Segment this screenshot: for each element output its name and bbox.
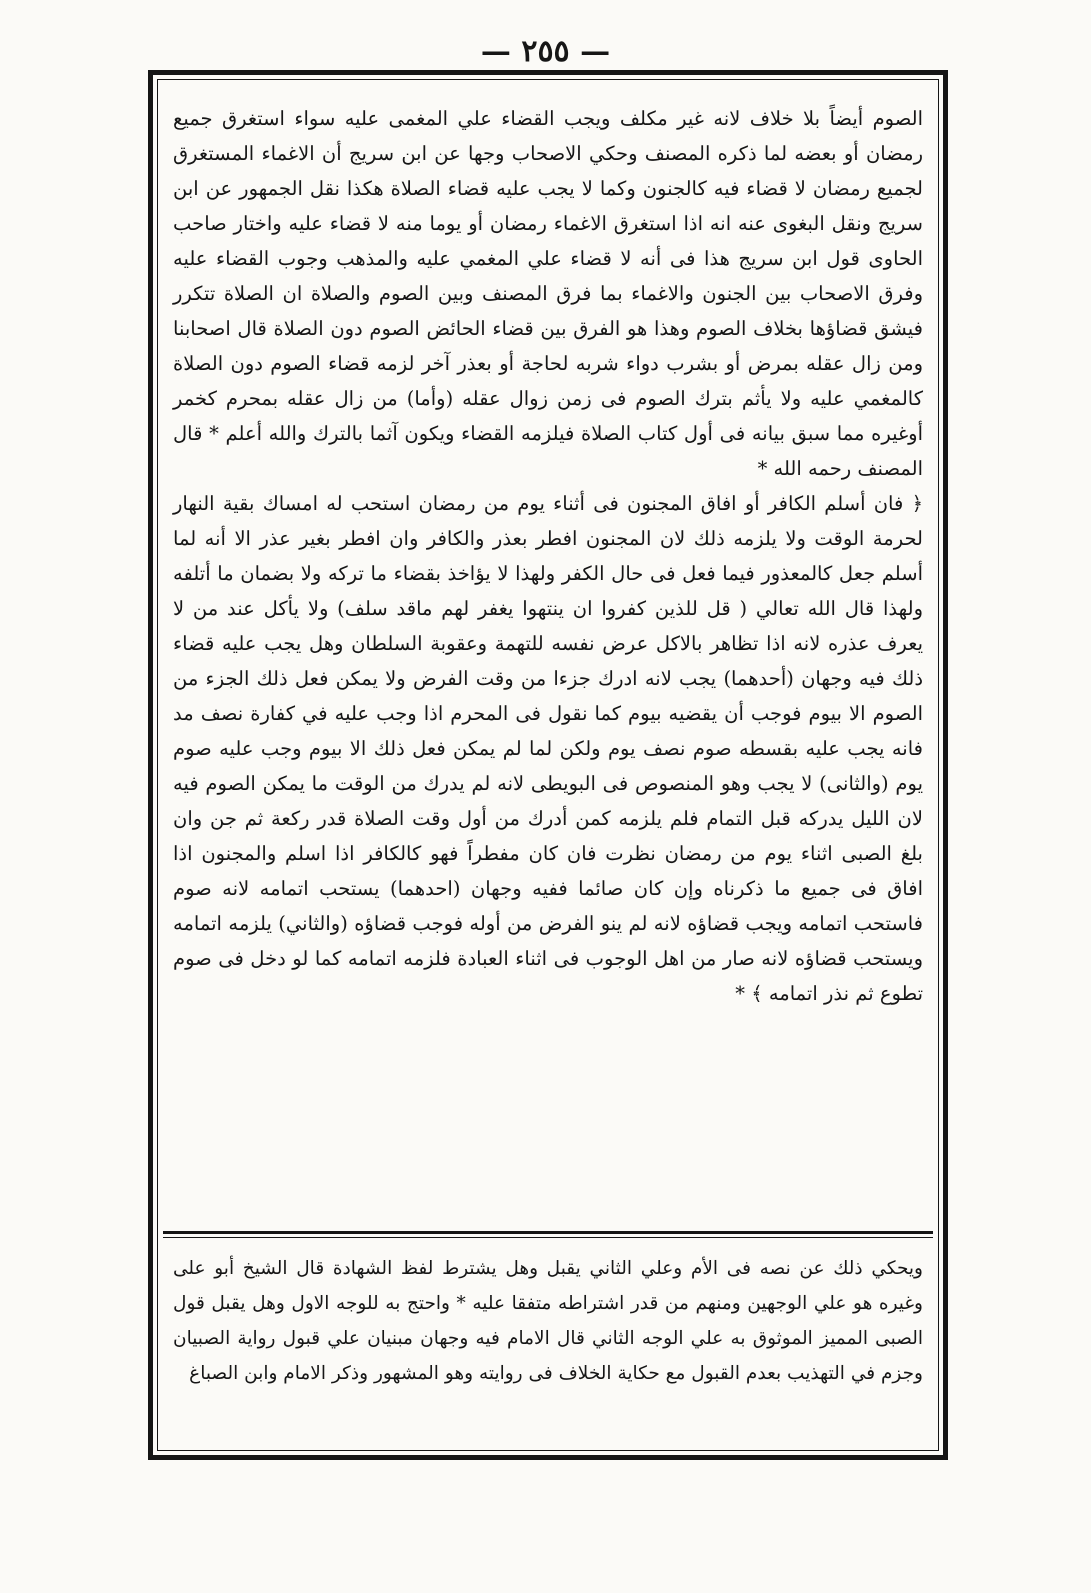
main-text [173,101,923,1011]
matn-paragraph: ﴿ فان أسلم الكافر أو افاق المجنون فى أثناء يوم من رمضان استحب له امساك بقية النهار لحرمة الوقت ولا يلزمه ذلك لان المجنون افطر بعذر والكافر وان افطر بغير عذر الا أنه لما أسلم جعل كالمعذور فيما فعل فى حال الكفر ولهذا لا يؤاخذ بقضاء ما تركه ولا بضمان ما أتلفه ولهذا قال الله تعالي ( قل للذين كفروا ان ينتهوا يغفر لهم ماقد سلف) ولا يأكل عند من لا يعرف عذره لانه اذا تظاهر بالاكل عرض نفسه للتهمة وعقوبة السلطان وهل يجب عليه قضاء ذلك فيه وجهان (أحدهما) يجب لانه ادرك جزءا من وقت الفرض ولا يمكن فعل ذلك الجزء من الصوم الا بيوم فوجب أن يقضيه بيوم كما نقول فى المحرم اذا وجب عليه في كفارة نصف مد فانه يجب عليه بقسطه صوم نصف يوم ولكن لما لم يمكن فعل ذلك الا بيوم وجب عليه صوم يوم (والثانى) لا يجب وهو المنصوص فى البويطى لانه لم يدرك من الوقت ما يمكن الصوم فيه لان الليل يدركه قبل التمام فلم يلزمه كمن أدرك من أول وقت الصلاة قدر ركعة ثم جن وان بلغ الصبى اثناء يوم من رمضان نظرت فان كان مفطراً فهو كالكافر اذا اسلم والمجنون اذا افاق فى جميع ما ذكرناه وإن كان صائما ففيه وجهان (احدهما) يستحب اتمامه لانه صوم فاستحب اتمامه ويجب قضاؤه لانه لم ينو الفرض من أوله فوجب قضاؤه (والثاني) يلزمه اتمامه ويستحب قضاؤه لانه صار من اهل الوجوب فى اثناء العبادة فلزمه اتمامه كما لو دخل فى صوم تطوع ثم نذر اتمامه ﴾ * [173,492,923,1005]
footnote-text: ويحكي ذلك عن نصه فى الأم وعلي الثاني يقبل وهل يشترط لفظ الشهادة قال الشيخ أبو على وغيره هو علي الوجهين ومنهم من قدر اشتراطه متفقا عليه * واحتج به للوجه الاول وهل يقبل قول الصبى المميز الموثوق به علي الوجه الثاني قال الامام فيه وجهان مبنيان علي قبول رواية الصبيان وجزم في التهذيب بعدم القبول مع حكاية الخلاف فى روايته وهو المشهور وذكر الامام وابن الصباغ [173,1258,923,1384]
footnote-divider [163,1231,933,1234]
page-number: — ٢٥٥ — [480,34,611,69]
commentary-paragraph: الصوم أيضاً بلا خلاف لانه غير مكلف ويجب القضاء علي المغمى عليه سواء استغرق جميع رمضان أو بعضه لما ذكره المصنف وحكي الاصحاب وجها عن ابن سريج أن الاغماء المستغرق لجميع رمضان لا قضاء فيه كالجنون وكما لا يجب عليه قضاء الصلاة هكذا نقل الجمهور عن ابن سريج ونقل البغوى عنه انه اذا استغرق الاغماء رمضان أو يوما منه لا قضاء عليه واختار صاحب الحاوى قول ابن سريج هذا فى أنه لا قضاء علي المغمي عليه والمذهب وجوب القضاء عليه وفرق الاصحاب بين الجنون والاغماء بما فرق المصنف وبين الصوم والصلاة ان الصلاة تتكرر فيشق قضاؤها بخلاف الصوم وهذا هو الفرق بين قضاء الحائض الصوم دون الصلاة قال اصحابنا ومن زال عقله بمرض أو بشرب دواء شربه لحاجة أو بعذر آخر لزمه قضاء الصوم دون الصلاة كالمغمي عليه ولا يأثم بترك الصوم فى زمن زوال عقله (وأما) من زال عقله بمحرم كخمر أوغيره مما سبق بيانه فى أول كتاب الصلاة فيلزمه القضاء ويكون آثما بالترك والله أعلم * قال المصنف رحمه الله * [173,107,923,480]
footnote-divider-thin [163,1237,933,1238]
page-frame [148,70,948,1460]
